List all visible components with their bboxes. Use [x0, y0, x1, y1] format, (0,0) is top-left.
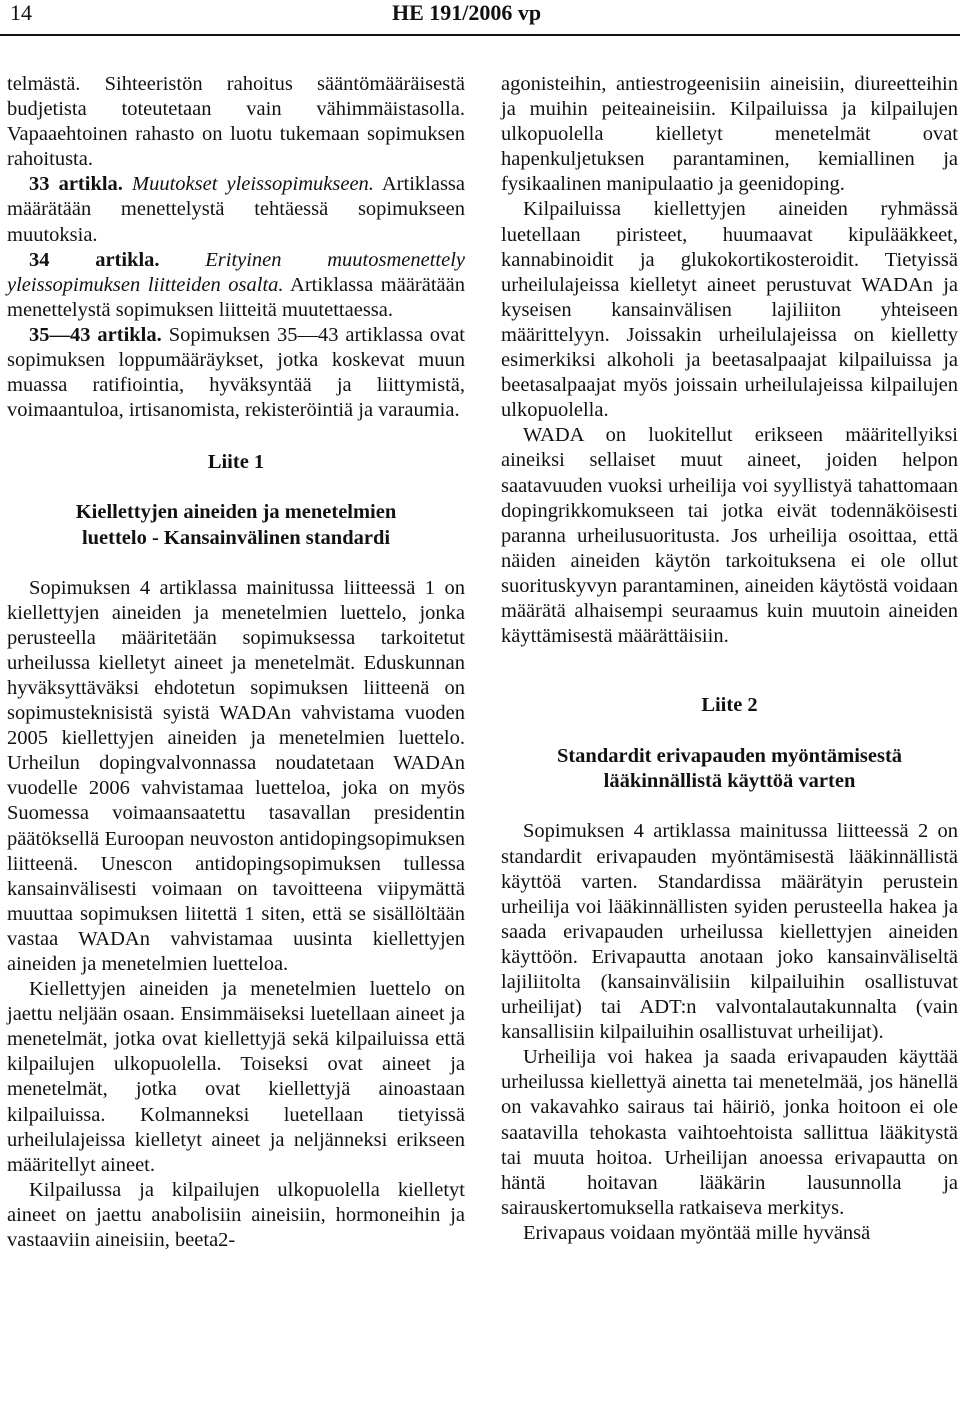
page-number: 14 — [10, 0, 32, 25]
paragraph-list-structure: Kiellettyjen aineiden ja menetelmien luettelo on jaettu neljään osaan. Ensimmäiseksi luetellaan aineet ja menetelmät, jotka ovat kiellettyjä sekä kilpailuissa että kilpailujen ulkopuolella. Toiseksi ovat aineet ja menetelmät, jotka ovat kiellettyjä ainoastaan kilpailuissa. Kolmanneksi luetellaan tietyissä urheilulajeissa kielletyt aineet ja neljänneksi erikseen määritellyt aineet. — [7, 978, 465, 1176]
article-33-text: Artiklassa määrätään menettelystä tehtäessä sopimukseen muutoksia. — [7, 173, 465, 246]
article-35-43-text: Sopimuksen 35—43 artiklassa ovat sopimuksen loppumääräykset, jotka koskevat muun muassa ratifiointia, hyväksyntää ja liittymistä, voimaantuloa, irtisanomista, rekisteröintiä ja varaumia. — [7, 323, 466, 422]
left-column — [7, 72, 465, 1253]
annex-2-title-line-1: Standardit erivapauden myöntämisestä — [556, 745, 903, 768]
paragraph-in-competition: Kilpailuissa kiellettyjen aineiden ryhmässä luetellaan piristeet, huumaavat kipulääkkeet, kannabinoidit ja glukokortikosteroidit. Tietyissä urheilulajeissa kielletyt aineet perustuvat WADAn ja kyseisen kansainvälisen lajiliiton yhteiseen määrittelyyn. Joissakin urheilulajeissa on kielletty esimerkiksi alkoholi ja beetasalpaajat kilpailuissa ja beetasalpaajat myös joissain urheilulajeissa kilpailujen ulkopuolella. — [501, 198, 958, 422]
annex-2-title-line-2: lääkinnällistä käyttöä varten — [603, 770, 856, 793]
article-34-text: Artiklassa määrätään menettelystä sopimuksen liitteitä muutettaessa. — [7, 273, 465, 321]
article-34-title: Erityinen muutosmenettely yleissopimuksen liitteiden osalta. — [7, 248, 465, 296]
paragraph-tue-granting: Erivapaus voidaan myöntää mille hyvänsä — [523, 1221, 871, 1244]
paragraph-prohibited-substances: Kilpailussa ja kilpailujen ulkopuolella kielletyt aineet on jaettu anabolisiin aineisiin, hormoneihin ja vastaaviin aineisiin, beeta2- — [7, 1178, 465, 1252]
article-33-title: Muutokset yleissopimukseen. — [132, 173, 374, 196]
right-column — [501, 72, 958, 1246]
article-35-43-number: 35—43 artikla. — [29, 323, 162, 346]
annex-1-label: Liite 1 — [207, 451, 265, 474]
annex-1-title-line-2: luettelo - Kansainvälinen standardi — [81, 526, 391, 549]
article-35-43 — [7, 323, 465, 423]
annex-1-title-line-1: Kiellettyjen aineiden ja menetelmien — [75, 501, 397, 524]
paragraph-annex-2-intro: Sopimuksen 4 artiklassa mainitussa liitteessä 2 on standardit erivapauden myöntämisestä lääkinnällistä käyttöä varten. Standardissa määrätyin perustein urheilija voi lääkinnällisten syiden perusteella hakea ja saada erivapauden urheilussa kiellettyjen aineiden käyttöön. Erivapautta anotaan joko kansainväliseltä lajiliitolta (kansainvälisiin kilpailuihin osallistuvat urheilijat) tai ADT:n valvontalautakunnalta (vain kansallisiin kilpailuihin osallistuvat urheilijat). — [501, 820, 958, 1044]
paragraph-tue-conditions: Urheilija voi hakea ja saada erivapauden käyttää urheilussa kiellettyä ainetta tai menetelmää, jos hänellä on vakavahko sairaus tai häiriö, jonka hoitoon ei ole saatavilla tehokasta vaihtoehtoista sallittua lääkitystä tai muuta hoitoa. Urheilijan anoessa erivapautta on häntä hoitavan lääkärin lausunnolla ja sairauskertomuksella ratkaiseva merkitys. — [501, 1046, 958, 1219]
article-33-number: 33 artikla. — [29, 173, 123, 196]
paragraph-annex-1-intro: Sopimuksen 4 artiklassa mainitussa liitteessä 1 on kiellettyjen aineiden ja menetelmien luettelo, jonka perusteella määritetään sopimuksessa tarkoitetut urheilussa kielletyt aineet ja menetelmät. Eduskunnan hyväksyttäväksi ehdotetun sopimuksen liitteenä on sopimusteknisistä syistä WADAn vahvistama vuoden 2005 kiellettyjen aineiden ja menetelmien luettelo. Urheilun dopingvalvonnassa noudatetaan WADAn vuodelle 2006 vahvistamaa luetteloa, joka on myös Suomessa voimaansaatettu tasavallan presidentin päätöksellä Euroopan neuvoston antidopingsopimuksen liitteenä. Unescon antidopingsopimuksen tullessa kansainvälisesti voimaan on tavoitteena viipymättä muuttaa sopimuksen liitettä 1 siten, että se sisällöltään vastaa WADAn vahvistamaa uusinta kiellettyjen aineiden ja menetelmien luetteloa. — [7, 576, 465, 975]
page-header — [0, 0, 960, 30]
paragraph-secretariat-funding: telmästä. Sihteeristön rahoitus sääntömääräisestä budjetista toteutetaan vain vähimmäistasolla. Vapaaehtoinen rahasto on luotu tukemaan sopimuksen rahoitusta. — [7, 73, 465, 171]
paragraph-specified-substances: WADA on luokitellut erikseen määritellyiksi aineiksi sellaiset muut aineet, joiden helpon saatavuuden vuoksi urheilija voi syyllistyä tahattomaan dopingrikkomukseen tai jotka eivät todennäköisesti paranna urheilusuoritusta. Jos urheilija osoittaa, että näiden aineiden käytön tarkoituksena ei ole ollut suorituskyvyn parantaminen, aineiden käytöstä voidaan määrätä alhaisempi seuraamus kuin muutoin aineiden käyttämisestä määrättäisiin. — [501, 424, 958, 648]
article-33 — [7, 172, 465, 247]
header-rule — [0, 34, 960, 36]
paragraph-prohibited-methods: agonisteihin, antiestrogeenisiin aineisiin, diureetteihin ja muihin peiteaineisiin. Kilpailuissa ja kilpailujen ulkopuolella kielletyt menetelmät ovat hapenkuljetuksen parantaminen, kemiallinen ja fysikaalinen manipulaatio ja geenidoping. — [501, 73, 958, 196]
document-id: HE 191/2006 vp — [392, 0, 542, 25]
article-34-number: 34 artikla. — [29, 248, 160, 271]
article-34 — [7, 248, 465, 323]
annex-2-label: Liite 2 — [701, 694, 758, 717]
